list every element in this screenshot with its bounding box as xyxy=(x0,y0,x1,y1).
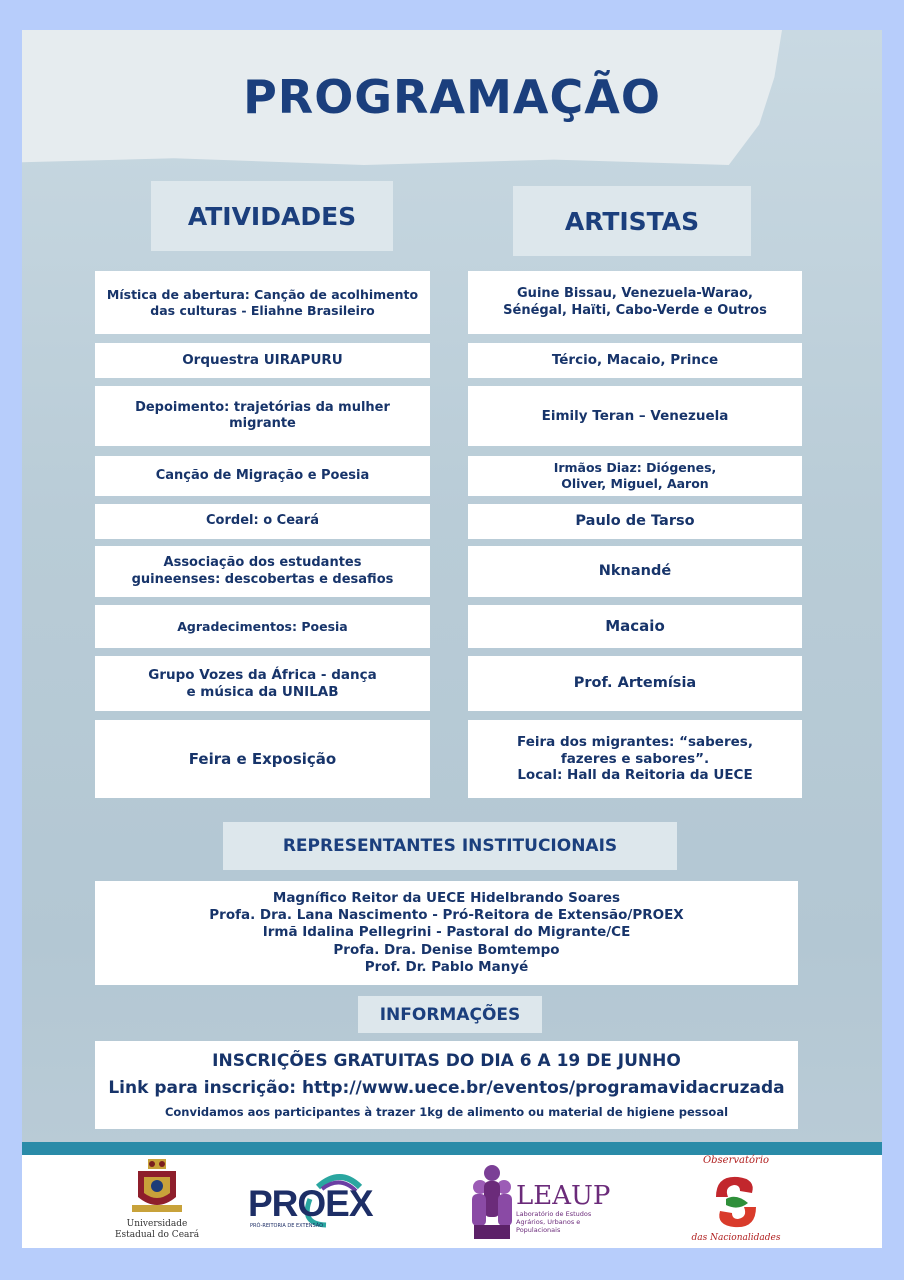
observatorio-bottom-text: das Nacionalidades xyxy=(691,1233,781,1243)
activity-item: Orquestra UIRAPURU xyxy=(95,343,430,378)
activity-item: Canção de Migração e Poesia xyxy=(95,456,430,496)
representative-line: Magnífico Reitor da UECE Hidelbrando Soares xyxy=(272,889,621,906)
donation-note: Convidamos aos participantes à trazer 1kg de alimento ou material de higiene pessoal xyxy=(164,1105,729,1120)
artist-item: Tércio, Macaio, Prince xyxy=(468,343,802,378)
activity-item: Cordel: o Ceará xyxy=(95,504,430,539)
activity-item: Depoimento: trajetórias da mulher migrante xyxy=(95,386,430,446)
page-title: PROGRAMAÇÃO xyxy=(243,70,661,124)
uece-name-line: Estadual do Ceará xyxy=(114,1229,200,1240)
representative-line: Irmã Idalina Pellegrini - Pastoral do Migrante/CE xyxy=(262,924,631,941)
uece-crest-icon xyxy=(102,1159,212,1217)
leaup-subtitle-line: Populacionais xyxy=(516,1225,561,1234)
leaup-subtitle-line: Laboratório de Estudos xyxy=(516,1210,592,1218)
info-box xyxy=(95,1041,798,1129)
activity-item: Mística de abertura: Canção de acolhimento das culturas - Eliahne Brasileiro xyxy=(95,271,430,334)
artist-item: Nknandé xyxy=(468,546,802,597)
artists-header: ARTISTAS xyxy=(513,186,751,256)
proex-wordmark: PROEX xyxy=(248,1183,373,1224)
artist-item: Paulo de Tarso xyxy=(468,504,802,539)
representative-line: Prof. Dr. Pablo Manyé xyxy=(364,958,529,975)
leaup-subtitle-line: Agrários, Urbanos e xyxy=(516,1217,581,1226)
uece-name-line: Universidade xyxy=(126,1219,188,1229)
artist-item: Prof. Artemísia xyxy=(468,656,802,711)
activity-item: Associação dos estudantes guineenses: descobertas e desafios xyxy=(95,546,430,597)
info-header: INFORMAÇÕES xyxy=(358,996,542,1033)
representative-line: Profa. Dra. Lana Nascimento - Pró-Reitora de Extensão/PROEX xyxy=(209,907,684,924)
leaup-people-icon xyxy=(468,1159,516,1245)
leaup-logo xyxy=(468,1159,618,1245)
poster xyxy=(22,30,882,1248)
proex-logo xyxy=(248,1169,398,1235)
footer-logos xyxy=(22,1155,882,1248)
uece-logo xyxy=(102,1159,212,1245)
activities-header: ATIVIDADES xyxy=(151,181,393,251)
representatives-box xyxy=(95,881,798,985)
observatorio-logo xyxy=(686,1155,786,1248)
activity-item: Feira e Exposição xyxy=(95,720,430,798)
proex-subtitle: PRÓ-REITORIA DE EXTENSÃO xyxy=(250,1223,324,1229)
activity-item: Agradecimentos: Poesia xyxy=(95,605,430,648)
representatives-header: REPRESENTANTES INSTITUCIONAIS xyxy=(223,822,677,870)
observatorio-emblem-icon xyxy=(686,1167,786,1237)
footer-strip xyxy=(22,1142,882,1155)
activity-item: Grupo Vozes da África - dança e música da UNILAB xyxy=(95,656,430,711)
registration-link[interactable]: Link para inscrição: http://www.uece.br/eventos/programavidacruzada xyxy=(108,1077,785,1098)
artist-item: Guine Bissau, Venezuela-Warao, Sénégal, Haïti, Cabo-Verde e Outros xyxy=(468,271,802,334)
artist-item: Irmãos Diaz: Diógenes, Oliver, Miguel, Aaron xyxy=(468,456,802,496)
observatorio-top-text: Observatório xyxy=(702,1155,770,1166)
representative-line: Profa. Dra. Denise Bomtempo xyxy=(333,941,560,958)
registration-dates: INSCRIÇÕES GRATUITAS DO DIA 6 A 19 DE JUNHO xyxy=(212,1050,681,1071)
leaup-wordmark: LEAUP xyxy=(516,1181,611,1211)
artist-item: Macaio xyxy=(468,605,802,648)
artist-item: Eimily Teran – Venezuela xyxy=(468,386,802,446)
artist-item: Feira dos migrantes: “saberes, fazeres e sabores”. Local: Hall da Reitoria da UECE xyxy=(468,720,802,798)
